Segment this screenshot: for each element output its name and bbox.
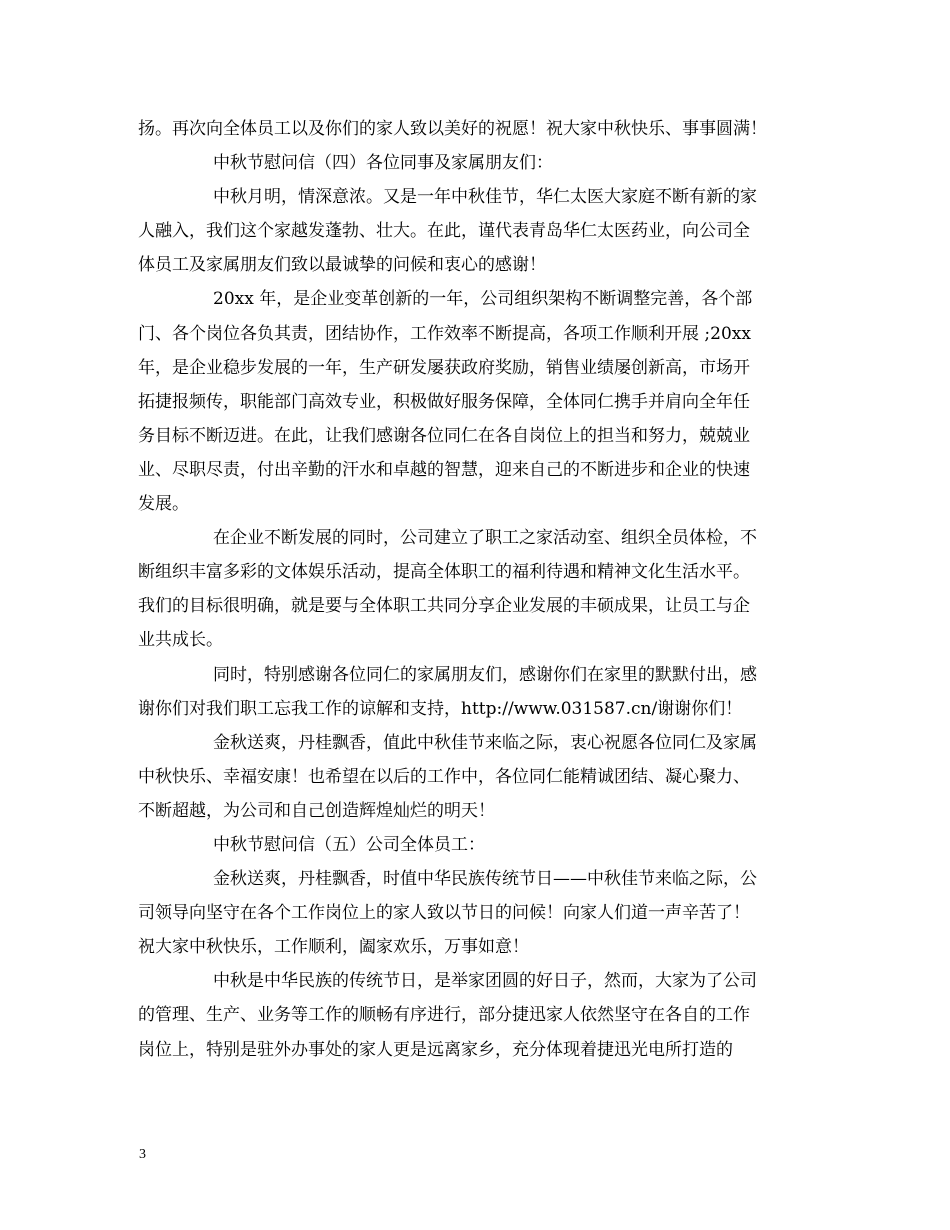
text-line: 金秋送爽，丹桂飘香，时值中华民族传统节日——中秋佳节来临之际，公 [213, 869, 757, 890]
text-line: 体员工及家属朋友们致以最诚挚的问候和衷心的感谢！ [138, 255, 546, 276]
text-line: 人融入，我们这个家越发蓬勃、壮大。在此，谨代表青岛华仁太医药业，向公司全 [138, 221, 750, 242]
page-number: 3 [139, 1147, 146, 1162]
text-line: 金秋送爽，丹桂飘香，值此中秋佳节来临之际，衷心祝愿各位同仁及家属 [213, 732, 757, 753]
text-line: 我们的目标很明确，就是要与全体职工共同分享企业发展的丰硕成果，让员工与企 [138, 596, 750, 617]
text-line: 在企业不断发展的同时，公司建立了职工之家活动室、组织全员体检，不 [213, 528, 757, 549]
text-line: 同时，特别感谢各位同仁的家属朋友们，感谢你们在家里的默默付出，感 [213, 664, 757, 685]
text-line: 中秋是中华民族的传统节日，是举家团圆的好日子，然而，大家为了公司 [213, 971, 757, 992]
text-line: 20xx 年，是企业变革创新的一年，公司组织架构不断调整完善，各个部 [213, 289, 753, 310]
document-body [138, 112, 818, 1067]
text-line: 业、尽职尽责，付出辛勤的汗水和卓越的智慧，迎来自己的不断进步和企业的快速 [138, 459, 750, 480]
text-line: 中秋月明，情深意浓。又是一年中秋佳节，华仁太医大家庭不断有新的家 [213, 187, 757, 208]
text-line: 门、各个岗位各负其责，团结协作，工作效率不断提高，各项工作顺利开展 ;20xx [138, 323, 751, 344]
text-line: 拓捷报频传，职能部门高效专业，积极做好服务保障，全体同仁携手并肩向全年任 [138, 391, 750, 412]
text-line: 中秋快乐、幸福安康！也希望在以后的工作中，各位同仁能精诚团结、凝心聚力、 [138, 766, 750, 787]
text-line: 扬。再次向全体员工以及你们的家人致以美好的祝愿！祝大家中秋快乐、事事圆满！ [138, 119, 767, 139]
text-line: 中秋节慰问信（五）公司全体员工： [213, 834, 485, 855]
text-line: 年，是企业稳步发展的一年，生产研发屡获政府奖励，销售业绩屡创新高，市场开 [138, 357, 750, 378]
text-line: 不断超越，为公司和自己创造辉煌灿烂的明天！ [138, 800, 495, 821]
text-line: 祝大家中秋快乐，工作顺利，阖家欢乐，万事如意！ [138, 937, 529, 958]
text-line: 断组织丰富多彩的文体娱乐活动，提高全体职工的福利待遇和精神文化生活水平。 [138, 562, 750, 583]
text-line: 的管理、生产、业务等工作的顺畅有序进行，部分捷迅家人依然坚守在各自的工作 [138, 1005, 750, 1026]
text-line: 务目标不断迈进。在此，让我们感谢各位同仁在各自岗位上的担当和努力，兢兢业 [138, 425, 750, 446]
text-line: 司领导向坚守在各个工作岗位上的家人致以节日的问候！向家人们道一声辛苦了！ [138, 903, 750, 924]
text-line: 发展。 [138, 494, 189, 515]
text-line: 岗位上，特别是驻外办事处的家人更是远离家乡，充分体现着捷迅光电所打造的 [138, 1039, 733, 1060]
text-line: 业共成长。 [138, 630, 223, 651]
text-line: 谢你们对我们职工忘我工作的谅解和支持，http://www.031587.cn/谢谢你们！ [138, 698, 743, 719]
text-line: 中秋节慰问信（四）各位同事及家属朋友们： [213, 153, 553, 174]
